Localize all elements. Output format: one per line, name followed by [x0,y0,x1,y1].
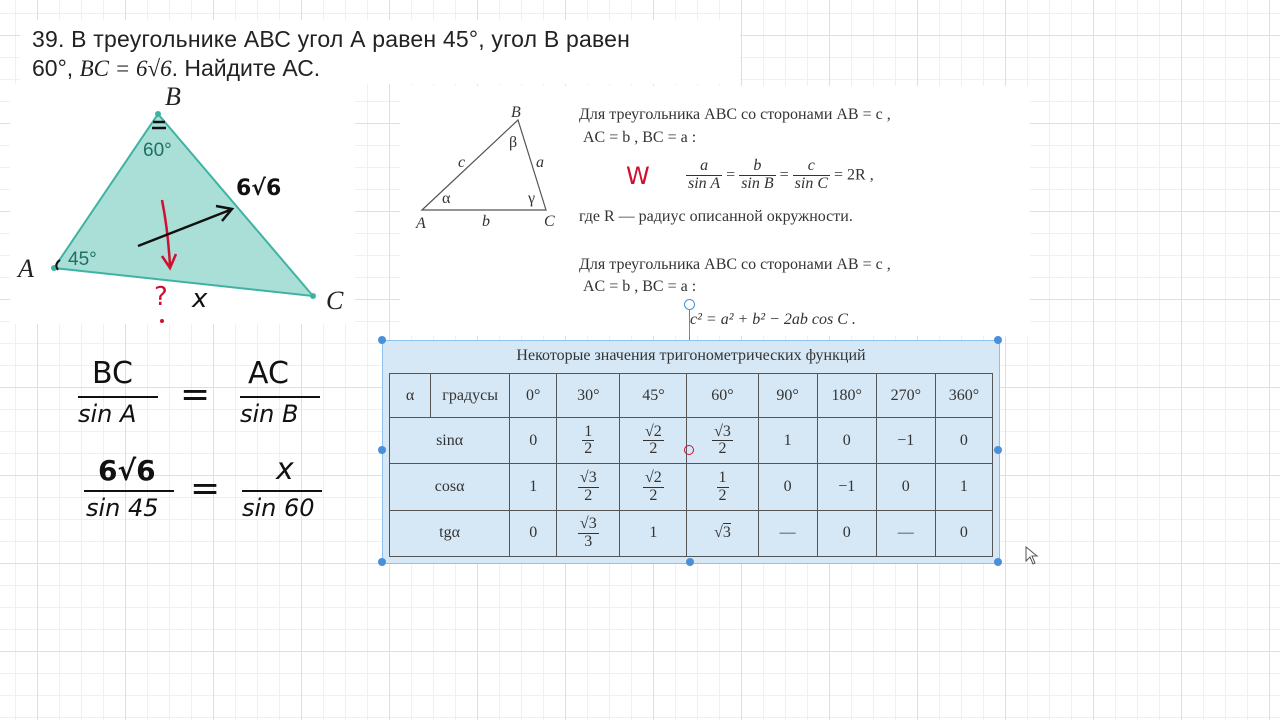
resize-handle-bottom-left[interactable] [378,558,386,566]
table-cell: $\frac{1}{2}$ [687,464,758,510]
resize-handle-bottom-right[interactable] [994,558,1002,566]
triangle-drawing [10,84,355,324]
eq2-equals: = [190,468,221,509]
small-tri-side-c: c [458,154,466,171]
sine-law-intro-2: AC = b , BC = a : [583,129,697,146]
row-name-sin: sinα [390,418,510,464]
eq2-left-numerator: 6√6 [98,454,156,487]
rotate-handle-line [689,308,690,340]
table-cell: √3 [687,510,758,556]
header-cell: 45° [620,374,687,418]
eq1-left-numerator: BC [92,356,134,391]
sine-num-c: c [793,158,830,176]
sine-num-a: a [686,158,722,176]
table-cell: 0 [817,418,876,464]
small-tri-vertex-c: C [544,213,555,230]
table-cell: $\frac{√2}{2}$ [620,464,687,510]
header-cell: градусы [431,374,510,418]
table-cell: $\frac{√2}{2}$ [620,418,687,464]
table-cell: 1 [935,464,992,510]
row-name-cos: cosα [390,464,510,510]
table-cell: 0 [510,418,557,464]
table-cell: — [758,510,817,556]
eq1-left-denominator: sin A [78,400,137,428]
table-cell: 0 [876,464,935,510]
eq2-right-numerator: x [276,452,294,487]
eq1-equals: = [180,374,211,415]
eq2-left-denominator: sin 45 [86,494,159,522]
sine-den-c: sin C [794,174,829,192]
trig-table [389,373,993,557]
row-name-tg: tgα [390,510,510,556]
problem-statement [20,20,740,84]
header-cell: 90° [758,374,817,418]
unknown-question-mark: ? [154,282,168,312]
laser-pointer-dot [684,445,694,455]
eq1-right-denominator: sin B [240,400,299,428]
table-cell: 0 [758,464,817,510]
red-w-mark: W [626,162,650,190]
resize-handle-top-right[interactable] [994,336,1002,344]
trig-table-title: Некоторые значения тригонометрических функций [516,347,866,364]
sine-den-b: sin B [741,174,774,192]
small-tri-alpha: α [442,190,451,207]
table-cell: 1 [758,418,817,464]
table-cell: −1 [876,418,935,464]
cosine-law-intro-1: Для треугольника ABC со сторонами AB = c , [579,256,891,273]
vertex-b-label: B [165,82,181,111]
table-cell: 0 [935,510,992,556]
handwritten-equations [70,352,340,542]
table-cell: −1 [817,464,876,510]
table-cell: — [876,510,935,556]
table-cell: 1 [510,464,557,510]
header-cell: 270° [876,374,935,418]
problem-line-2 [32,55,320,82]
table-row-cos [390,464,993,510]
problem-formula: BC = 6√6 [79,56,172,81]
eq2-right-denominator: sin 60 [242,494,315,522]
table-cell: 0 [817,510,876,556]
resize-handle-right[interactable] [994,446,1002,454]
resize-handle-left[interactable] [378,446,386,454]
radius-note: где R — радиус описанной окружности. [579,208,853,225]
sine-law-tail: = 2R , [834,166,874,184]
problem-line-1: 39. В треугольнике АВС угол А равен 45°, угол В равен [32,26,631,52]
angle-b-label: 60° [143,140,172,161]
cosine-law-formula: c² = a² + b² − 2ab cos C . [690,311,856,328]
trig-table-header-row [390,374,993,418]
side-bc-label: 6√6 [236,176,282,201]
header-cell: 360° [935,374,992,418]
mouse-cursor-icon [1025,546,1039,566]
header-cell: 30° [557,374,620,418]
eq1-right-numerator: AC [248,356,289,391]
small-tri-side-b: b [482,213,490,230]
header-cell: 0° [510,374,557,418]
header-cell: α [390,374,431,418]
small-tri-vertex-a: A [416,215,426,232]
small-tri-vertex-b: B [511,104,521,121]
problem-line-2-suffix: . Найдите АС. [171,55,321,81]
small-tri-gamma: γ [528,190,536,207]
vertex-c-label: C [326,286,344,315]
small-tri-side-a: a [536,154,544,171]
unknown-variable-x: x [192,284,208,314]
rotate-handle[interactable] [684,299,695,310]
table-cell: $\frac{√3}{2}$ [557,464,620,510]
vertex-a-label: A [18,254,34,283]
header-cell: 180° [817,374,876,418]
triangle-figure [10,84,355,324]
reference-panel [400,86,1030,336]
resize-handle-top-left[interactable] [378,336,386,344]
cosine-law-intro-2: AC = b , BC = a : [583,278,697,295]
sine-law-intro-1: Для треугольника ABC со сторонами AB = c , [579,106,891,123]
table-cell: $\frac{√3}{2}$ [687,418,758,464]
sine-num-b: b [739,158,775,176]
table-cell: 0 [510,510,557,556]
small-tri-beta: β [509,134,518,151]
table-cell: $\frac{√3}{3}$ [557,510,620,556]
table-cell: 0 [935,418,992,464]
problem-line-2-prefix: 60°, [32,55,80,81]
table-row-sin [390,418,993,464]
table-cell: $\frac{1}{2}$ [557,418,620,464]
sine-den-a: sin A [688,174,721,192]
resize-handle-bottom[interactable] [686,558,694,566]
angle-a-label: 45° [68,249,97,270]
header-cell: 60° [687,374,758,418]
table-cell: 1 [620,510,687,556]
sine-law-formula: $\frac{a}{\text{sin A}}$ = $\frac{b}{\text{sin B}}$ = $\frac{c}{\text{sin C}}$ = 2R , [688,157,874,192]
table-row-tg [390,510,993,556]
